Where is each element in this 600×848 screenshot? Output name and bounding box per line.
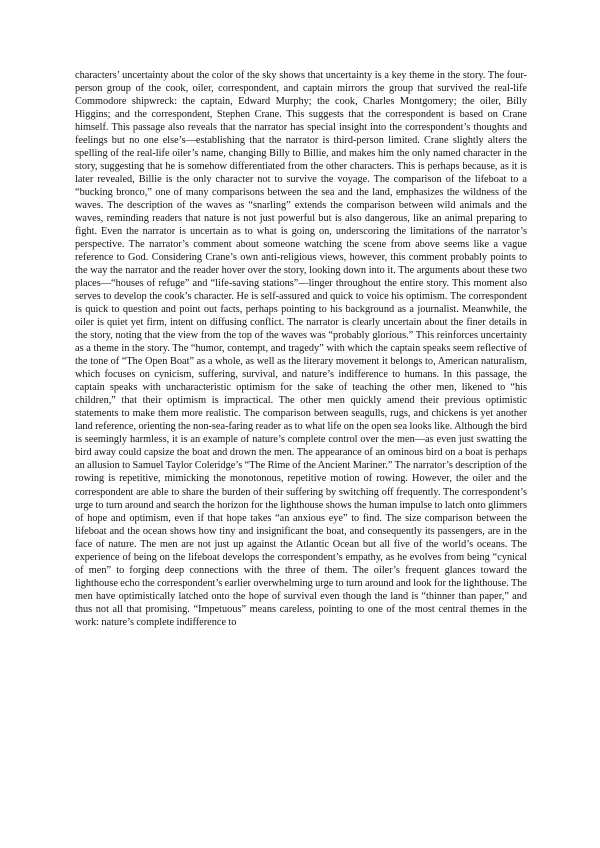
text-column (75, 69, 527, 829)
body-paragraph: characters’ uncertainty about the color of the sky shows that uncertainty is a key theme in the story. The four-person group of the cook, oiler, correspondent, and captain mirrors the group that survived the real-life Commodore shipwreck: the captain, Edward Murphy; the cook, Charles Montgomery; the oiler, Billy Higgins; and the correspondent, Stephen Crane. This suggests that the correspondent is based on Crane himself. This passage also reveals that the narrator has special insight into the correspondent’s thoughts and feelings but no one else’s—establishing that the narrator is third-person limited. Crane slightly alters the spelling of the real-life oiler’s name, changing Billy to Billie, and makes him the only named character in the story, suggesting that he is somehow differentiated from the other characters. This is perhaps because, as it is later revealed, Billie is the only character not to survive the voyage. The comparison of the lifeboat to a “bucking bronco,” one of many comparisons between the sea and the land, emphasizes the wildness of the waves. The description of the waves as “snarling” extends the comparison between wild animals and the waves, reminding readers that nature is not just powerful but is also dangerous, like an animal preparing to fight. Even the narrator is uncertain as to what is going on, underscoring the limitations of the narrator’s perspective. The narrator’s comment about someone watching the scene from above seems like a vague reference to God. Considering Crane’s own anti-religious views, however, this comment probably points to the way the narrator and the reader hover over the story, looking down into it. The arguments about these two places—“houses of refuge” and “life-saving stations”—linger throughout the entire story. This moment also serves to develop the cook’s character. He is self-assured and quick to voice his optimism. The correspondent is quick to question and point out facts, perhaps pointing to his background as a journalist. Meanwhile, the oiler is quiet yet firm, intent on diffusing conflict. The narrator is clearly uncertain about the finer details in the story, noting that the view from the top of the waves was “probably glorious.” This reinforces uncertainty as a theme in the story. The “humor, contempt, and tragedy” with which the captain speaks seem reflective of the tone of “The Open Boat” as a whole, as well as the literary movement it belongs to, American naturalism, which focuses on cynicism, suffering, survival, and nature’s indifference to humans. In this passage, the captain speaks with uncharacteristic optimism for the sake of teaching the other men, likened to “his children,” that their optimism is impractical. The other men quickly amend their previous optimistic statements to make them more realistic. The comparison between seagulls, rugs, and chickens is yet another land reference, orienting the non-sea-faring reader as to what life on the open sea looks like. Although the bird is seemingly harmless, it is an example of nature’s complete control over the men—as even just swatting the bird away could capsize the boat and drown the men. The appearance of an ominous bird on a boat is perhaps an allusion to Samuel Taylor Coleridge’s “The Rime of the Ancient Mariner.” The narrator’s description of the rowing is repetitive, mimicking the monotonous, repetitive motion of rowing. However, the oiler and the correspondent are able to share the burden of their suffering by switching off frequently. The correspondent’s urge to turn around and search the horizon for the lighthouse shows the human impulse to latch onto glimmers of hope and optimism, even if that hope takes “an anxious eye” to find. The size comparison between the lifeboat and the ocean shows how tiny and insignificant the boat, and consequently its passengers, are in the face of nature. The men are not just up against the Atlantic Ocean but all five of the world’s oceans. The experience of being on the lifeboat develops the correspondent’s empathy, as he evolves from being “cynical of men” to forging deep connections with the three of them. The oiler’s frequent glances toward the lighthouse echo the correspondent’s earlier overwhelming urge to turn around and look for the lighthouse. The men have optimistically latched onto the hope of survival even though the land is “thinner than paper,” and thus not all that promising. “Impetuous” means careless, pointing to one of the most central themes in the work: nature’s complete indifference to (75, 70, 527, 628)
